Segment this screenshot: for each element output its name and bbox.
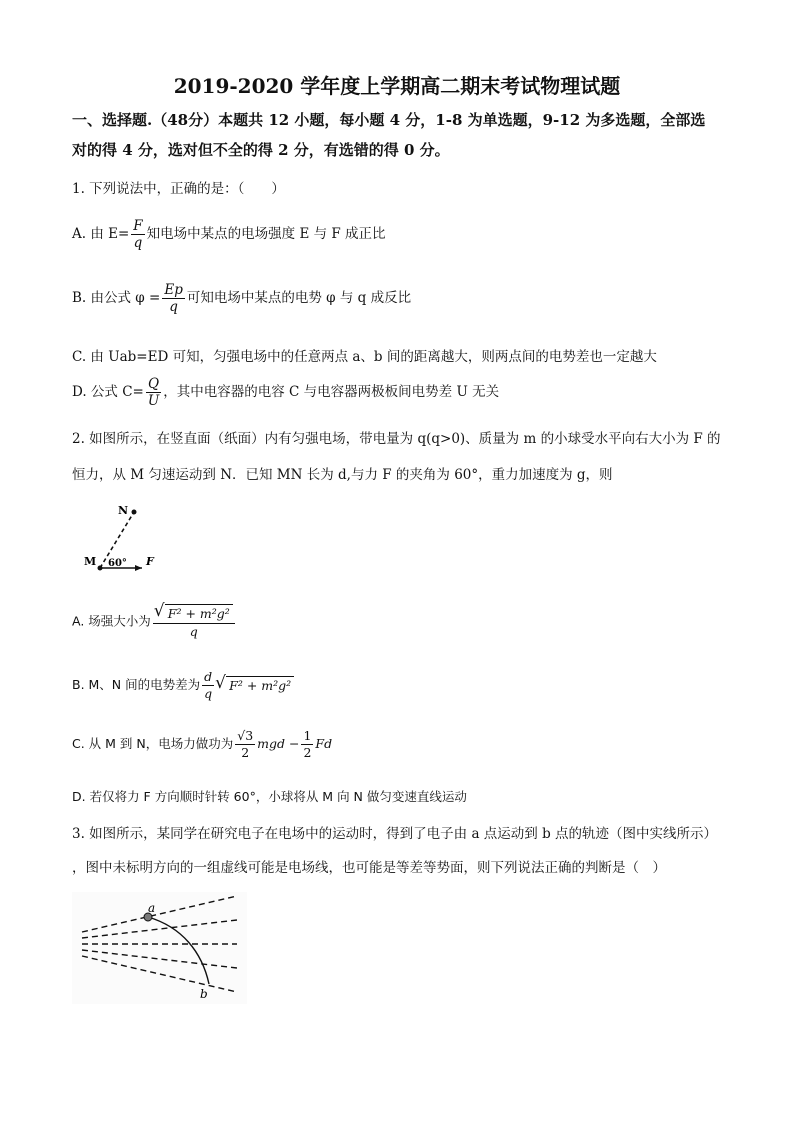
q1-stem: 1. 下列说法中，正确的是：（ ） [72, 181, 285, 197]
q2-c-fraction-1: $\frac{√3}{2}$ [237, 728, 254, 760]
q2-option-a: A. 场强大小为 √ $\frac{\text{F² + m²g²}}{q}$ [72, 604, 237, 640]
q2-label-n: N [118, 504, 129, 517]
page-title: 2019-2020 学年度上学期高二期末考试物理试题 [173, 74, 621, 98]
q1-a-fraction: $\frac{F}{q}$ [133, 218, 143, 251]
section-heading-line1: 一、选择题.（48分）本题共 12 小题，每小题 4 分，1-8 为单选题，9-12 为多选题，全部选 [72, 111, 706, 129]
q1-option-b: B. 由公式 φ = $\frac{Ep}{q}$ 可知电场中某点的电势 φ 与 q 成反比 [72, 282, 412, 315]
q2-point-n [132, 510, 137, 515]
q2-label-f: F [146, 555, 154, 568]
q2-b-fraction: $\frac{d}{q}$ [204, 669, 213, 701]
q3-label-b: b [200, 987, 208, 1001]
q2-stem-line1: 2. 如图所示，在竖直面（纸面）内有匀强电场，带电量为 q(q>0)、质量为 m 的小球受水平向右大小为 F 的 [72, 431, 721, 447]
q2-figure [80, 496, 170, 586]
q3-label-a: a [148, 901, 156, 915]
q2-c-fraction-2: $\frac{1}{2}$ [303, 728, 312, 760]
q2-option-c: C. 从 M 到 N，电场力做功为 $\frac{√3}{2}$ mgd − $\frac{1}{2}$ Fd [72, 728, 333, 760]
q2-stem-line2: 恒力，从 M 匀速运动到 N．已知 MN 长为 d,与力 F 的夹角为 60°，重力加速度为 g，则 [72, 467, 613, 483]
q1-option-a: A. 由 E= $\frac{F}{q}$ 知电场中某点的电场强度 E 与 F 成正比 [72, 218, 386, 251]
q2-label-m: M [84, 555, 97, 568]
q2-option-d: D. 若仅将力 F 方向顺时针转 60°，小球将从 M 向 N 做匀变速直线运动 [72, 789, 467, 804]
q3-stem-line1: 3. 如图所示，某同学在研究电子在电场中的运动时，得到了电子由 a 点运动到 b 点的轨迹（图中实线所示） [72, 826, 718, 842]
q1-option-d: D. 公式 C= $\frac{Q}{U}$ ，其中电容器的电容 C 与电容器两极板间电势差 U 无关 [72, 376, 500, 409]
q3-figure-background [72, 892, 247, 1004]
q2-a-fraction: √ $\frac{\text{F² + m²g²}}{q}$ [153, 604, 235, 640]
q2-arrow-head-icon [135, 565, 142, 571]
q1-b-fraction: $\frac{Ep}{q}$ [164, 282, 183, 315]
q3-stem-line2: ，图中未标明方向的一组虚线可能是电场线，也可能是等差等势面，则下列说法正确的判断是（ ） [72, 860, 666, 876]
q1-option-c: C. 由 Uab=ED 可知，匀强电场中的任意两点 a、b 间的距离越大，则两点间的电势差也一定越大 [72, 349, 657, 365]
section-heading-line2: 对的得 4 分，选对但不全的得 2 分，有选错的得 0 分。 [72, 141, 450, 159]
q2-option-b: B. M、N 间的电势差为 $\frac{d}{q}$ √ F² + m²g² [72, 669, 294, 702]
q3-figure [72, 892, 247, 1004]
q1-d-fraction: $\frac{Q}{U}$ [147, 376, 160, 409]
q2-label-angle: 60° [108, 558, 127, 569]
q2-b-root: √ F² + m²g² [226, 676, 294, 695]
